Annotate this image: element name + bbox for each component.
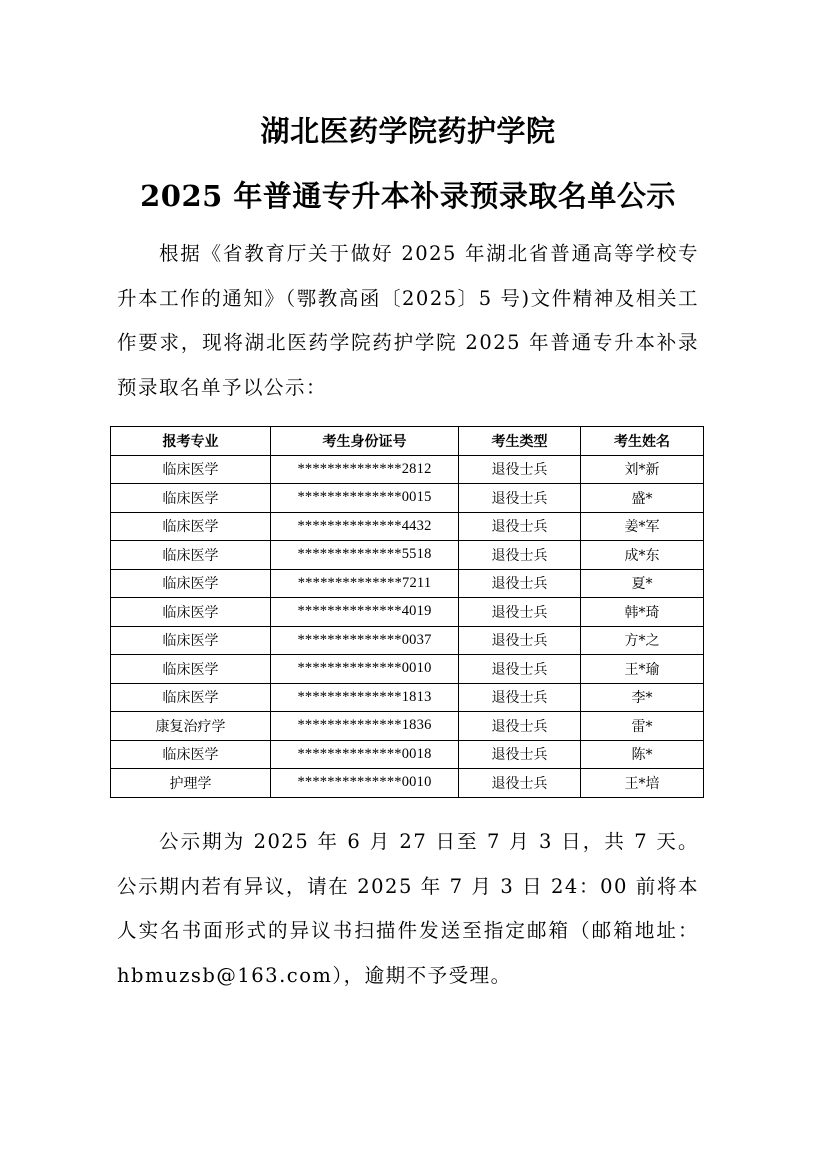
candidate-name-cell: 刘*新: [581, 455, 704, 484]
table-row: [111, 598, 704, 627]
candidate-type-cell: 退役士兵: [459, 484, 581, 513]
table-row: [111, 655, 704, 684]
candidate-name-cell: 成*东: [581, 541, 704, 570]
id-number-cell: **************0037: [271, 626, 459, 655]
major-cell: 临床医学: [111, 626, 271, 655]
table-row: [111, 769, 704, 798]
major-cell: 临床医学: [111, 655, 271, 684]
document-subtitle: 2025 年普通专升本补录预录取名单公示: [140, 179, 676, 213]
table-row: [111, 455, 704, 484]
candidate-name-cell: 王*培: [581, 769, 704, 798]
intro-paragraph: 根据《省教育厅关于做好 2025 年湖北省普通高等学校专升本工作的通知》（鄂教高函〔2025〕5 号)文件精神及相关工作要求，现将湖北医药学院药护学院 2025 年普通专升本补录预录取名单予以公示：: [117, 242, 699, 399]
major-cell: 护理学: [111, 769, 271, 798]
publicity-notice-paragraph: 公示期为 2025 年 6 月 27 日至 7 月 3 日，共 7 天。公示期内若有异议，请在 2025 年 7 月 3 日 24：00 前将本人实名书面形式的异议书扫描件发送至指定邮箱（邮箱地址：hbmuzsb@163.com），逾期不予受理。: [117, 830, 699, 987]
table-row: [111, 740, 704, 769]
major-cell: 临床医学: [111, 598, 271, 627]
candidate-type-cell: 退役士兵: [459, 455, 581, 484]
candidate-name-cell: 王*瑜: [581, 655, 704, 684]
candidate-name-cell: 雷*: [581, 712, 704, 741]
candidate-type-cell: 退役士兵: [459, 569, 581, 598]
id-number-cell: **************7211: [271, 569, 459, 598]
candidate-type-cell: 退役士兵: [459, 541, 581, 570]
id-number-cell: **************1813: [271, 683, 459, 712]
candidate-name-cell: 李*: [581, 683, 704, 712]
table-row: [111, 512, 704, 541]
major-cell: 临床医学: [111, 740, 271, 769]
candidate-type-cell: 退役士兵: [459, 655, 581, 684]
document-title: 湖北医药学院药护学院: [260, 114, 556, 148]
header-id-number: 考生身份证号: [271, 427, 459, 456]
id-number-cell: **************2812: [271, 455, 459, 484]
table-row: [111, 569, 704, 598]
candidate-type-cell: 退役士兵: [459, 769, 581, 798]
table-row: [111, 484, 704, 513]
id-number-cell: **************4019: [271, 598, 459, 627]
id-number-cell: **************0010: [271, 769, 459, 798]
candidate-name-cell: 方*之: [581, 626, 704, 655]
id-number-cell: **************4432: [271, 512, 459, 541]
major-cell: 临床医学: [111, 455, 271, 484]
candidate-name-cell: 盛*: [581, 484, 704, 513]
candidate-type-cell: 退役士兵: [459, 512, 581, 541]
candidate-name-cell: 陈*: [581, 740, 704, 769]
major-cell: 临床医学: [111, 569, 271, 598]
candidate-name-cell: 姜*军: [581, 512, 704, 541]
major-cell: 临床医学: [111, 683, 271, 712]
id-number-cell: **************0010: [271, 655, 459, 684]
table-row: [111, 712, 704, 741]
id-number-cell: **************0015: [271, 484, 459, 513]
table-header-row: [111, 427, 704, 456]
major-cell: 临床医学: [111, 541, 271, 570]
header-candidate-type: 考生类型: [459, 427, 581, 456]
admission-list-table: [110, 426, 704, 798]
id-number-cell: **************1836: [271, 712, 459, 741]
table-row: [111, 541, 704, 570]
candidate-type-cell: 退役士兵: [459, 598, 581, 627]
candidate-type-cell: 退役士兵: [459, 626, 581, 655]
major-cell: 康复治疗学: [111, 712, 271, 741]
candidate-type-cell: 退役士兵: [459, 712, 581, 741]
candidate-type-cell: 退役士兵: [459, 683, 581, 712]
candidate-name-cell: 夏*: [581, 569, 704, 598]
major-cell: 临床医学: [111, 512, 271, 541]
id-number-cell: **************0018: [271, 740, 459, 769]
table-row: [111, 626, 704, 655]
table-row: [111, 683, 704, 712]
candidate-type-cell: 退役士兵: [459, 740, 581, 769]
id-number-cell: **************5518: [271, 541, 459, 570]
major-cell: 临床医学: [111, 484, 271, 513]
candidate-name-cell: 韩*琦: [581, 598, 704, 627]
header-candidate-name: 考生姓名: [581, 427, 704, 456]
header-major: 报考专业: [111, 427, 271, 456]
